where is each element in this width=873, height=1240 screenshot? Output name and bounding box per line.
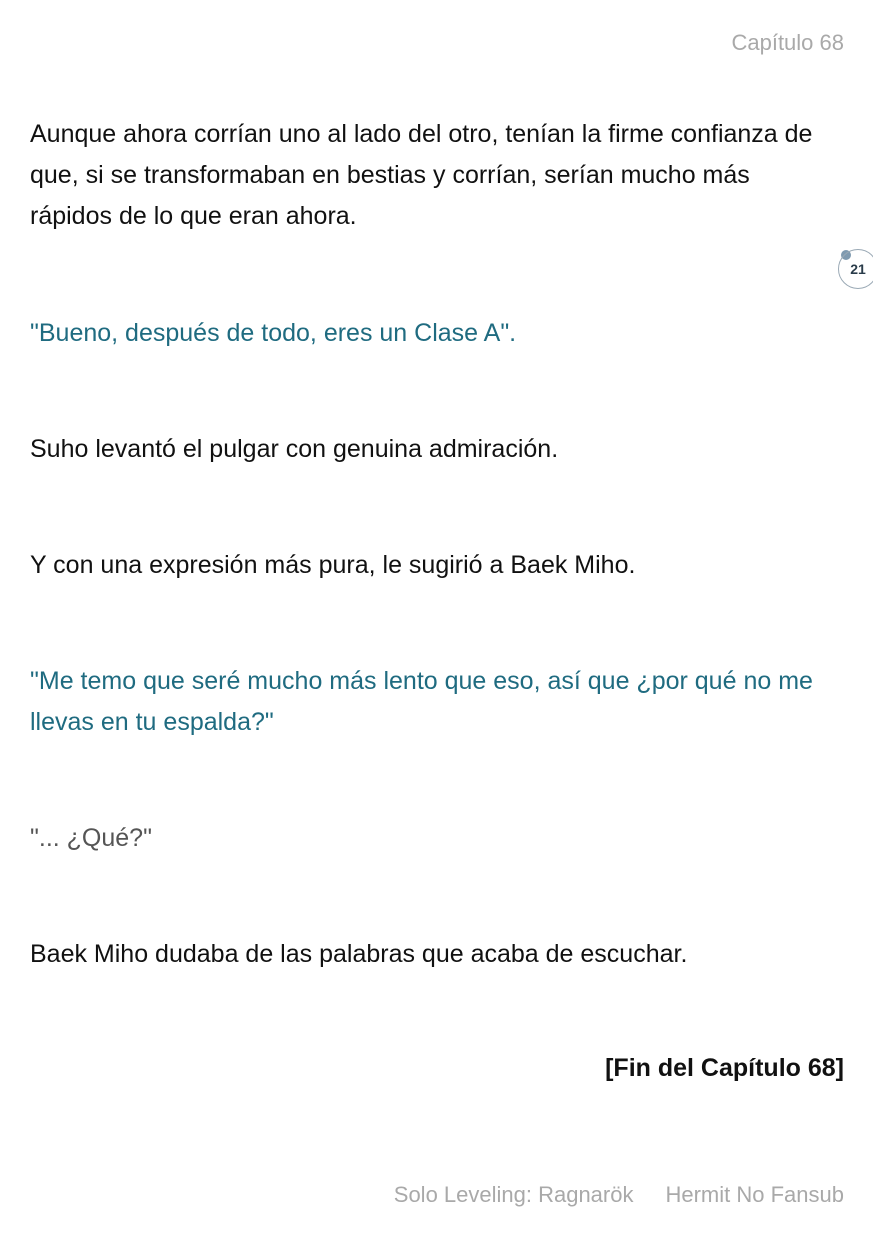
paragraph-narration-1: Aunque ahora corrían uno al lado del otro, tenían la firme confianza de que, si se transformaban en bestias y corrían, serían mucho más rápidos de lo que eran ahora. xyxy=(30,120,813,230)
page-number-badge: 21 xyxy=(838,249,873,289)
footer-book-title: Solo Leveling: Ragnarök xyxy=(393,1182,634,1207)
paragraph-narration-4: Baek Miho dudaba de las palabras que acaba de escuchar. xyxy=(30,940,688,968)
chapter-header: Capítulo 68 xyxy=(731,30,844,55)
page-footer xyxy=(394,1182,844,1208)
footer-translator: Hermit No Fansub xyxy=(665,1182,844,1207)
paragraph-dialogue-3: "... ¿Qué?" xyxy=(30,824,152,852)
paragraph-dialogue-1: "Bueno, después de todo, eres un Clase A". xyxy=(30,319,517,347)
paragraph-narration-3: Y con una expresión más pura, le sugirió a Baek Miho. xyxy=(30,551,636,579)
chapter-end-marker: [Fin del Capítulo 68] xyxy=(605,1054,844,1082)
paragraph-narration-2: Suho levantó el pulgar con genuina admiración. xyxy=(30,435,559,463)
paragraph-dialogue-2: "Me temo que seré mucho más lento que eso, así que ¿por qué no me llevas en tu espalda?" xyxy=(30,667,813,736)
